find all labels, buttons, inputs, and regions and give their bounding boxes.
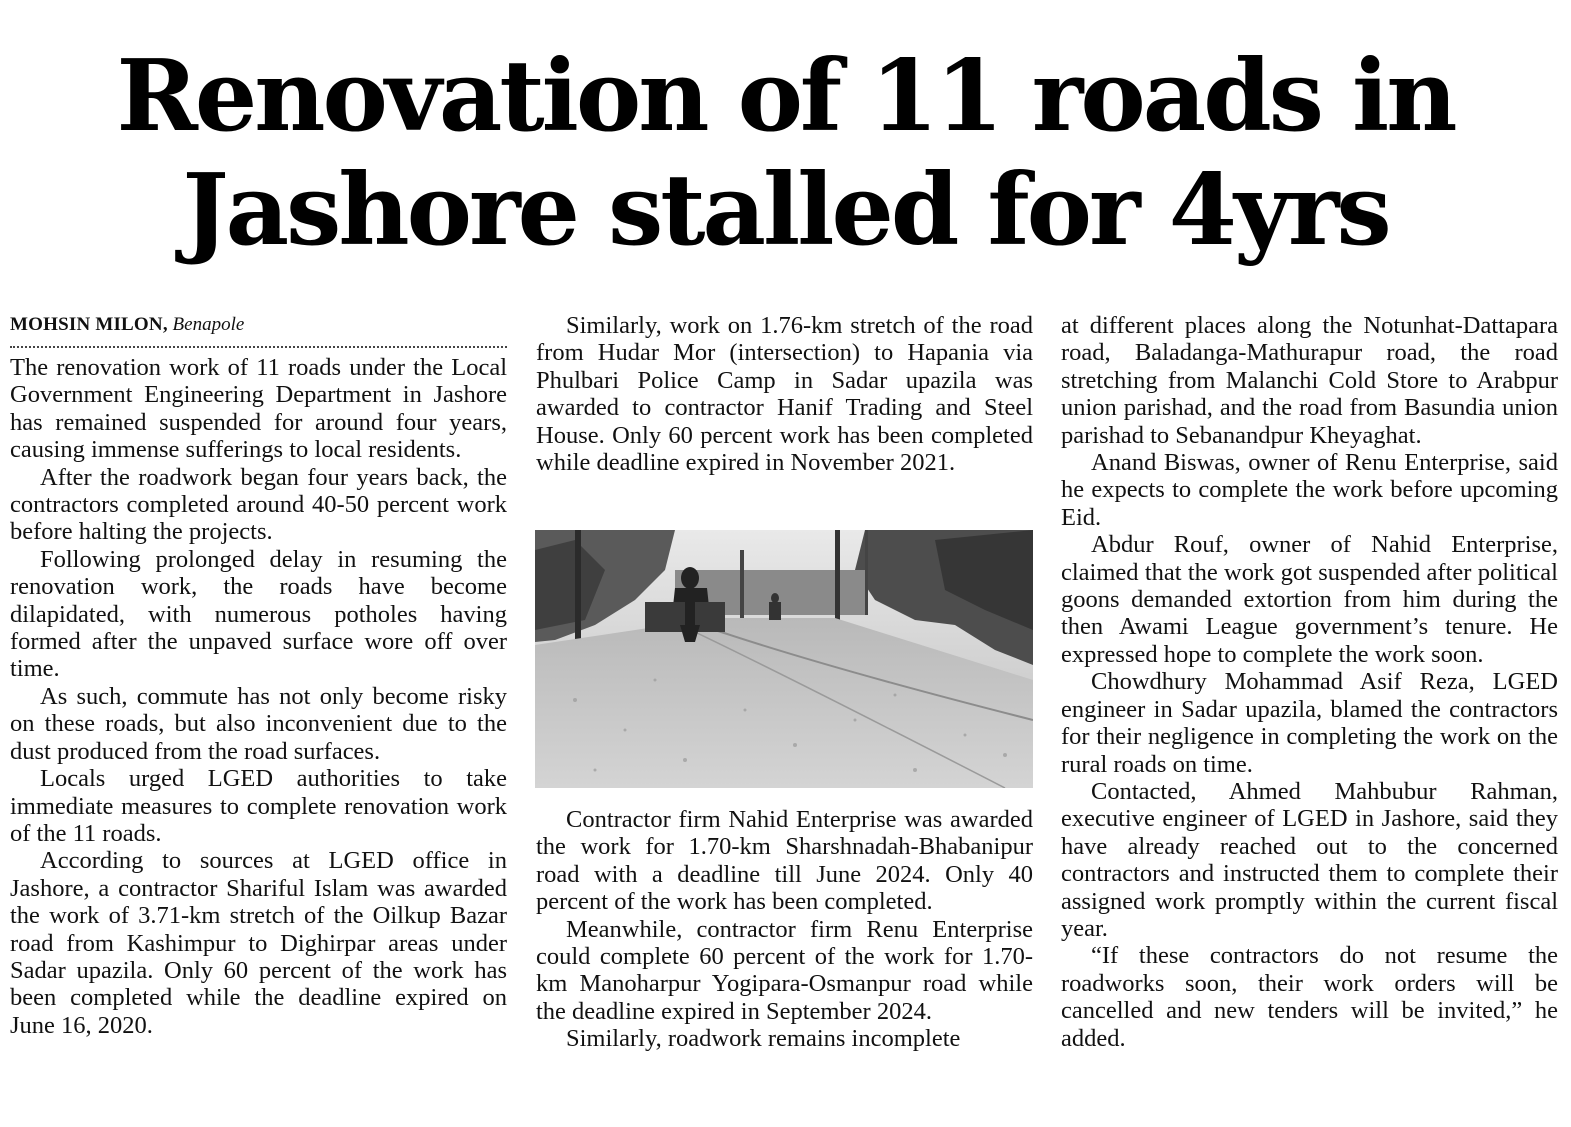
article-column-1	[10, 312, 507, 1039]
paragraph: Similarly, roadwork remains incomplete	[566, 1025, 961, 1053]
paragraph: Following prolonged delay in resuming the renovation work, the roads have become dilapidated, with numerous potholes having formed after the unpaved surface wore off over time.	[10, 545, 507, 683]
byline	[10, 312, 507, 348]
byline-author: MOHSIN MILON,	[10, 314, 168, 335]
paragraph: Meanwhile, contractor firm Renu Enterprise could complete 60 percent of the work for 1.70-km Manoharpur Yogipara-Osmanpur road while the deadline expired in September 2024.	[536, 915, 1033, 1025]
paragraph: Locals urged LGED authorities to take immediate measures to complete renovation work of the 11 roads.	[10, 765, 507, 847]
paragraph: Contractor firm Nahid Enterprise was awarded the work for 1.70-km Sharshnadah-Bhabanipur road with a deadline till June 2024. Only 40 percent of the work has been completed.	[536, 806, 1033, 916]
paragraph: As such, commute has not only become risky on these roads, but also inconvenient due to the dust produced from the road surfaces.	[10, 682, 507, 765]
article-column-2-bottom	[536, 806, 1033, 1053]
paragraph: Abdur Rouf, owner of Nahid Enterprise, claimed that the work got suspended after political goons demanded extortion from him during the then Awami League government’s tenure. He expressed hope to complete the work soon.	[1061, 531, 1558, 668]
article-column-2-top	[536, 312, 1033, 476]
headline	[0, 40, 1571, 268]
byline-location: Benapole	[172, 314, 245, 335]
paragraph: The renovation work of 11 roads under the Local Government Engineering Department in Jashore has remained suspended for around four years, causing immense sufferings to local residents.	[10, 354, 507, 464]
paragraph: Contacted, Ahmed Mahbubur Rahman, executive engineer of LGED in Jashore, said they have already reached out to the concerned contractors and instructed them to complete their assigned work promptly within the current fiscal year.	[1061, 777, 1558, 942]
paragraph: Chowdhury Mohammad Asif Reza, LGED engineer in Sadar upazila, blamed the contractors for their negligence in completing the work on the rural roads on time.	[1061, 668, 1558, 778]
paragraph: Anand Biswas, owner of Renu Enterprise, said he expects to complete the work before upcoming Eid.	[1061, 449, 1558, 531]
paragraph: According to sources at LGED office in Jashore, a contractor Shariful Islam was awarded the work of 3.71-km stretch of the Oilkup Bazar road from Kashimpur to Dighirpar areas under Sadar upazila. Only 60 percent of the work has been completed while the deadline expired on June 16, 2020.	[10, 847, 507, 1039]
paragraph: Similarly, work on 1.76-km stretch of the road from Hudar Mor (intersection) to Hapania via Phulbari Police Camp in Sadar upazila was awarded to contractor Hanif Trading and Steel House. Only 60 percent work has been completed while deadline expired in November 2021.	[536, 312, 1033, 477]
headline-line-1: Renovation of 11 roads in	[116, 39, 1455, 154]
article-column-3	[1061, 312, 1558, 1052]
road-photo	[535, 530, 1033, 788]
paragraph: at different places along the Notunhat-Dattapara road, Baladanga-Mathurapur road, the road stretching from Malanchi Cold Store to Arabpur union parishad, and the road from Basundia union parishad to Sebanandpur Kheyaghat.	[1061, 312, 1558, 449]
paragraph: After the roadwork began four years back, the contractors completed around 40-50 percent work before halting the projects.	[10, 463, 507, 546]
paragraph: “If these contractors do not resume the roadworks soon, their work orders will be cancelled and new tenders will be invited,” he added.	[1061, 942, 1558, 1052]
headline-line-2: Jashore stalled for 4yrs	[182, 153, 1389, 268]
